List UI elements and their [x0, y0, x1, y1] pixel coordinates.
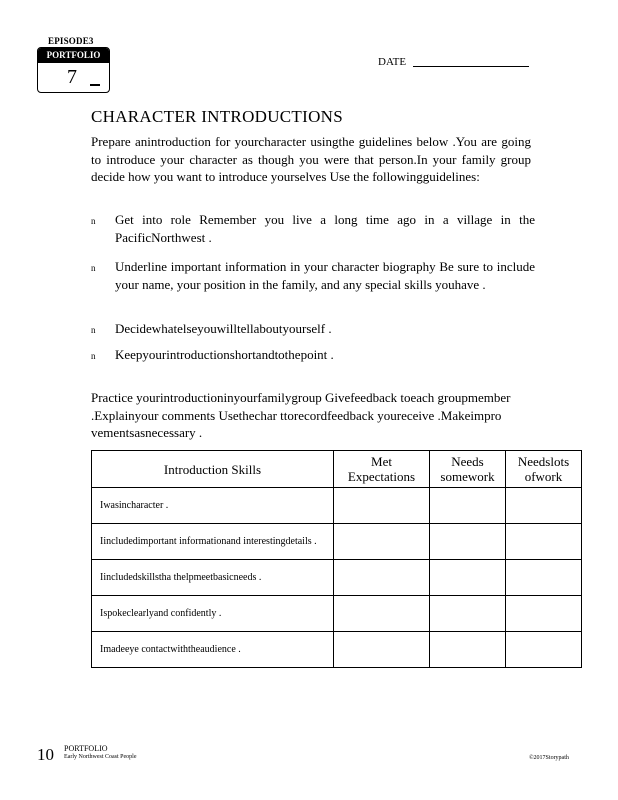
bullet-text: Keepyourintroductionshortandtothepoint .: [115, 347, 334, 362]
footer-subtitle: Early Northwest Coast People: [64, 754, 137, 760]
needs-lots-of-work-cell[interactable]: [506, 524, 582, 560]
page-title: CHARACTER INTRODUCTIONS: [91, 107, 343, 126]
date-label: DATE: [378, 56, 407, 68]
needs-some-work-cell[interactable]: [430, 560, 506, 596]
skill-label: Ispokeclearlyand confidently .: [92, 596, 334, 632]
bullet-marker: n: [91, 351, 96, 361]
skill-label: Iincludedskillstha thelpmeetbasicneeds .: [92, 560, 334, 596]
met-expectations-cell[interactable]: [334, 524, 430, 560]
skill-label: Imadeeye contactwiththeaudience .: [92, 632, 334, 668]
met-expectations-cell[interactable]: [334, 560, 430, 596]
page-number: 10: [37, 745, 54, 764]
table-header-row: [92, 451, 582, 488]
bullet-marker: n: [91, 263, 96, 273]
table-row: [92, 632, 582, 668]
bullet-text: Underline important information in your character biography Be sure to include your name, your position in the family, and any special skills youhave .: [115, 259, 535, 292]
bullet-marker: n: [91, 325, 96, 335]
intro-paragraph: Prepare anintroduction for yourcharacter usingthe guidelines below .You are going to introduce your character as though you were that person.In your family group decide how you want to introduce yourselves Use the followingguidelines:: [91, 134, 531, 184]
feedback-chart: [91, 450, 582, 668]
met-expectations-cell[interactable]: [334, 488, 430, 524]
needs-some-work-cell[interactable]: [430, 524, 506, 560]
table-row: [92, 488, 582, 524]
needs-some-work-cell[interactable]: [430, 596, 506, 632]
table-row: [92, 596, 582, 632]
column-header-needs-some-work: Needs somework: [430, 451, 506, 488]
copyright-notice: ©2017Storypath: [529, 755, 569, 761]
date-field-line[interactable]: [413, 66, 529, 67]
needs-lots-of-work-cell[interactable]: [506, 632, 582, 668]
skill-label: Iincludedimportant informationand interestingdetails .: [92, 524, 334, 560]
footer-portfolio-label: PORTFOLIO: [64, 744, 108, 753]
needs-lots-of-work-cell[interactable]: [506, 560, 582, 596]
table-row: [92, 524, 582, 560]
column-header-met-expectations: Met Expectations: [334, 451, 430, 488]
needs-lots-of-work-cell[interactable]: [506, 596, 582, 632]
badge-underline: [90, 84, 100, 86]
portfolio-number: 7: [67, 66, 77, 88]
column-header-introduction-skills: Introduction Skills: [92, 451, 334, 488]
met-expectations-cell[interactable]: [334, 596, 430, 632]
table-row: [92, 560, 582, 596]
episode-label: EPISODE3: [48, 36, 94, 46]
column-header-needs-lots-of-work: Needslots ofwork: [506, 451, 582, 488]
needs-lots-of-work-cell[interactable]: [506, 488, 582, 524]
portfolio-badge: [37, 47, 110, 93]
practice-paragraph: Practice yourintroductioninyourfamilygroup Givefeedback toeach groupmember .Explainyour comments Usethechar ttorecordfeedback youreceive .Makeimpro vementsasnecessary .: [91, 390, 511, 440]
met-expectations-cell[interactable]: [334, 632, 430, 668]
portfolio-badge-label: PORTFOLIO: [38, 48, 109, 63]
needs-some-work-cell[interactable]: [430, 488, 506, 524]
bullet-text: Get into role Remember you live a long time ago in a village in the PacificNorthwest .: [115, 212, 535, 245]
bullet-marker: n: [91, 216, 96, 226]
skill-label: Iwasincharacter .: [92, 488, 334, 524]
needs-some-work-cell[interactable]: [430, 632, 506, 668]
bullet-text: Decidewhatelseyouwilltellaboutyourself .: [115, 321, 332, 336]
